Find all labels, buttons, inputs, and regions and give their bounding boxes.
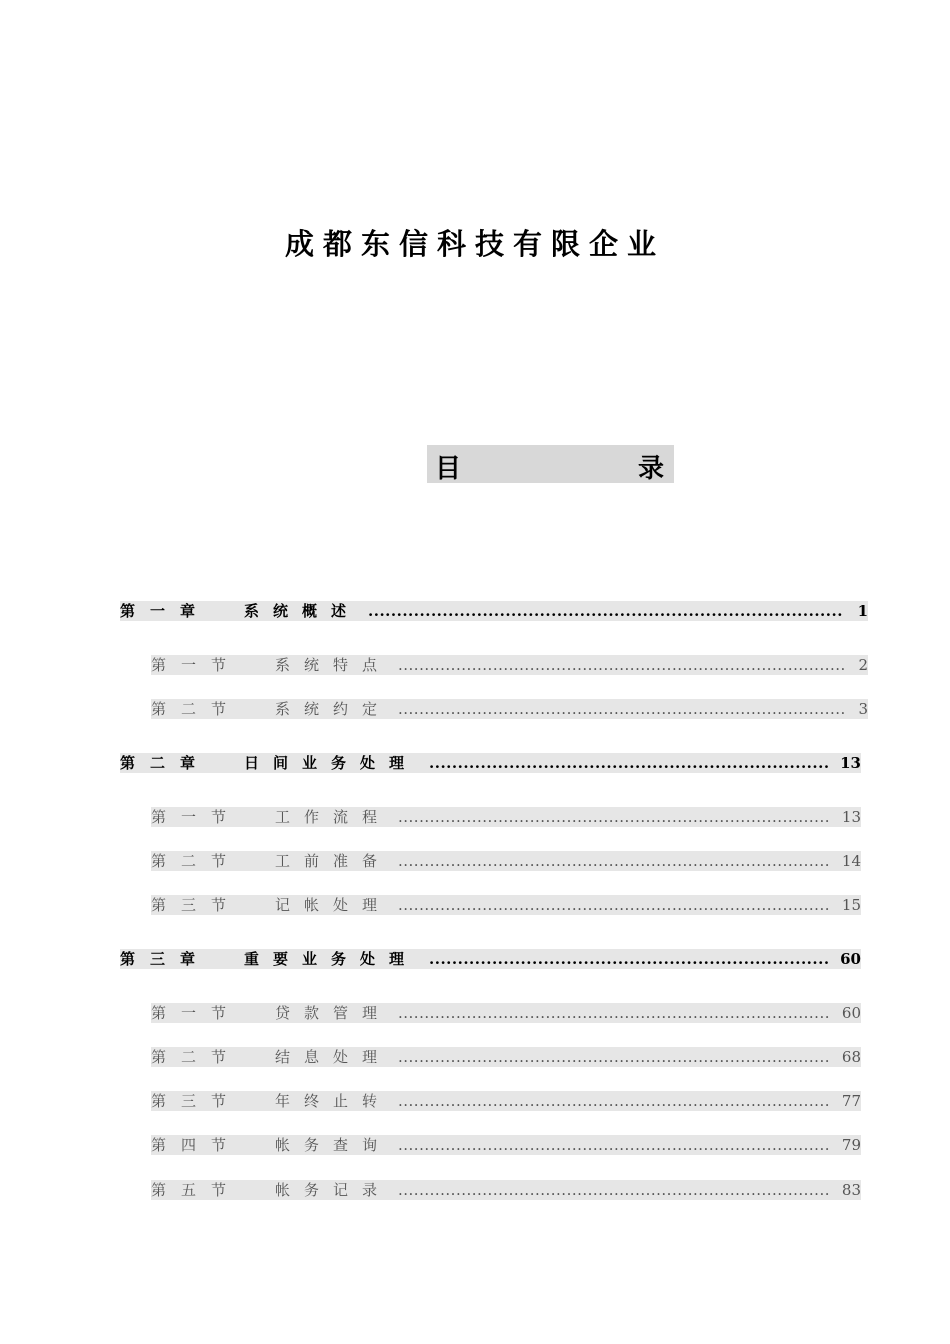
toc-entry-number: 第一节 <box>151 1004 242 1022</box>
toc-row-section-2-2[interactable] <box>151 851 861 871</box>
toc-entry-title: 年终止转 <box>275 1092 392 1110</box>
toc-leader-dots <box>429 753 829 773</box>
toc-entry-page: 13 <box>840 754 861 772</box>
toc-entry-page: 2 <box>858 656 868 674</box>
toc-entry-page: 68 <box>841 1048 861 1066</box>
toc-entry-number: 第三节 <box>151 1092 242 1110</box>
toc-leader-dots <box>398 851 829 871</box>
toc-entry-number: 第二节 <box>151 1048 242 1066</box>
toc-entry-title: 日间业务处理 <box>244 754 419 772</box>
toc-entry-title: 重要业务处理 <box>244 950 419 968</box>
toc-entry-page: 1 <box>857 602 868 620</box>
toc-entry-number: 第三节 <box>151 896 242 914</box>
toc-row-section-3-2[interactable] <box>151 1047 861 1067</box>
toc-row-chapter-1[interactable] <box>120 601 868 621</box>
toc-row-chapter-2[interactable] <box>120 753 861 773</box>
toc-heading-char-1: 目 <box>435 454 462 484</box>
toc-entry-title: 帐务查询 <box>275 1136 392 1154</box>
toc-entry-title: 系统概述 <box>244 602 361 620</box>
toc-entry-number: 第五节 <box>151 1181 242 1199</box>
toc-leader-dots <box>398 1091 829 1111</box>
toc-entry-number: 第一章 <box>120 602 211 620</box>
toc-entry-number: 第一节 <box>151 656 242 674</box>
toc-entry-number: 第二节 <box>151 852 242 870</box>
toc-leader-dots <box>398 1047 829 1067</box>
toc-leader-dots <box>398 895 829 915</box>
toc-entry-page: 14 <box>841 852 861 870</box>
toc-entry-title: 系统约定 <box>275 700 392 718</box>
toc-entry-number: 第二章 <box>120 754 211 772</box>
toc-row-chapter-3[interactable] <box>120 949 861 969</box>
toc-entry-page: 13 <box>841 808 861 826</box>
toc-leader-dots <box>398 1135 829 1155</box>
toc-entry-title: 工前准备 <box>275 852 392 870</box>
toc-heading-char-2: 录 <box>637 454 664 484</box>
toc-entry-page: 60 <box>840 950 861 968</box>
toc-entry-number: 第二节 <box>151 700 242 718</box>
toc-entry-number: 第一节 <box>151 808 242 826</box>
toc-entry-number: 第四节 <box>151 1136 242 1154</box>
toc-entry-number: 第三章 <box>120 950 211 968</box>
toc-row-section-1-2[interactable] <box>151 699 868 719</box>
toc-row-section-2-3[interactable] <box>151 895 861 915</box>
toc-row-section-3-1[interactable] <box>151 1003 861 1023</box>
toc-row-section-3-4[interactable] <box>151 1135 861 1155</box>
toc-heading <box>427 445 674 483</box>
toc-entry-title: 结息处理 <box>275 1048 392 1066</box>
toc-entry-title: 系统特点 <box>275 656 392 674</box>
toc-entry-title: 贷款管理 <box>275 1004 392 1022</box>
toc-row-section-2-1[interactable] <box>151 807 861 827</box>
toc-entry-page: 83 <box>841 1181 861 1199</box>
toc-row-section-3-5[interactable] <box>151 1180 861 1200</box>
toc-entry-title: 帐务记录 <box>275 1181 392 1199</box>
toc-entry-page: 77 <box>841 1092 861 1110</box>
toc-leader-dots <box>398 1003 829 1023</box>
toc-entry-page: 79 <box>841 1136 861 1154</box>
toc-entry-title: 记帐处理 <box>275 896 392 914</box>
toc-entry-page: 60 <box>841 1004 861 1022</box>
toc-entry-page: 15 <box>841 896 861 914</box>
company-name: 成都东信科技有限企业 <box>284 227 665 261</box>
toc-leader-dots <box>368 601 843 621</box>
toc-row-section-3-3[interactable] <box>151 1091 861 1111</box>
toc-leader-dots <box>398 1180 829 1200</box>
toc-leader-dots <box>429 949 829 969</box>
toc-entry-page: 3 <box>858 700 868 718</box>
toc-leader-dots <box>398 807 829 827</box>
toc-leader-dots <box>398 655 844 675</box>
toc-entry-title: 工作流程 <box>275 808 392 826</box>
toc-row-section-1-1[interactable] <box>151 655 868 675</box>
toc-leader-dots <box>398 699 844 719</box>
